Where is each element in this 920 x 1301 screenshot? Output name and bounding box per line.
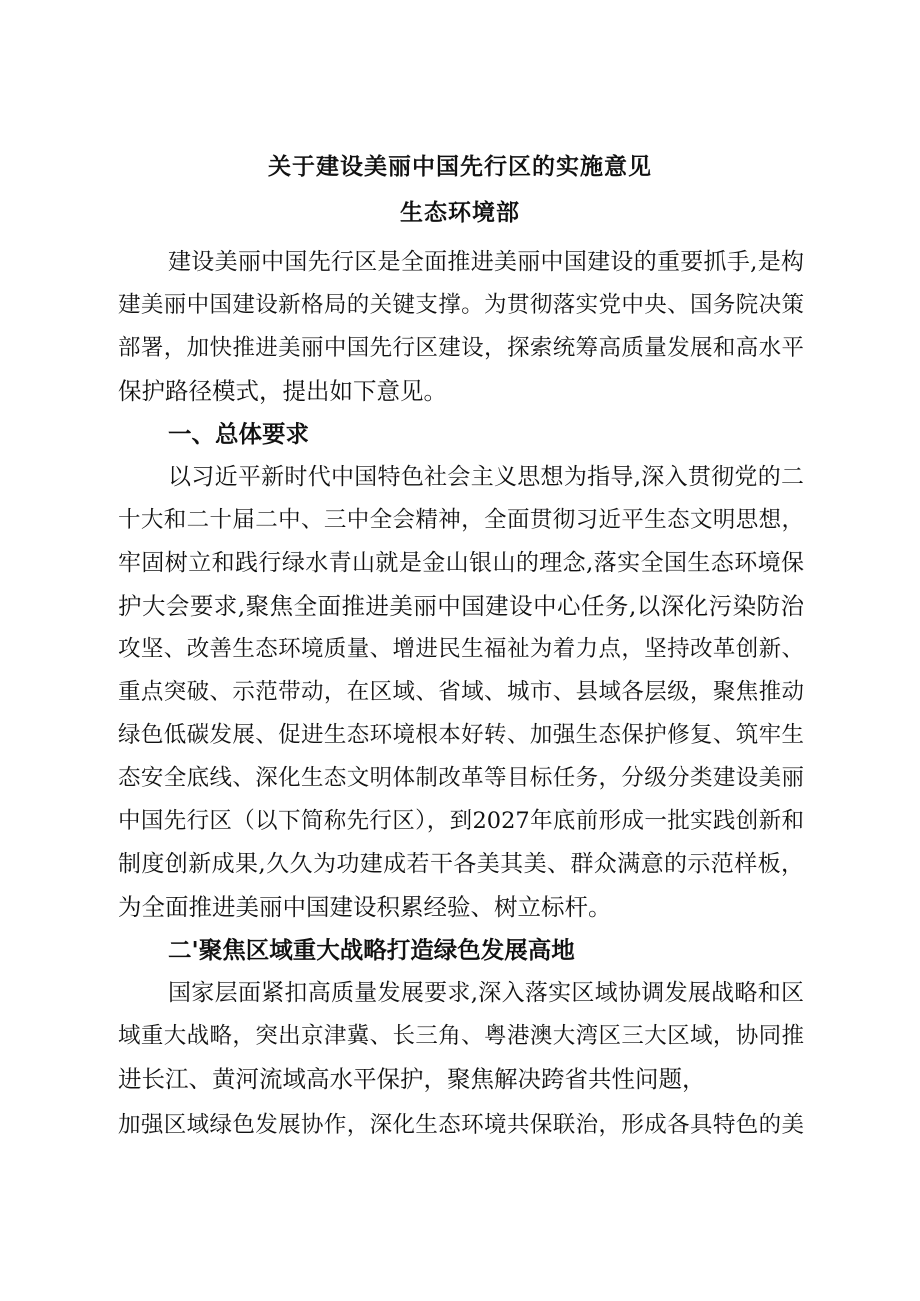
body-line: 建设美丽中国先行区是全面推进美丽中国建设的重要抓手,是构 xyxy=(168,249,804,275)
body-line: 进长江、黄河流域高水平保护，聚焦解决跨省共性问题， xyxy=(118,1065,706,1093)
body-line: 中国先行区（以下简称先行区），到2027年底前形成一批实践创新和 xyxy=(118,808,804,834)
body-line: 态安全底线、深化生态文明体制改革等目标任务，分级分类建设美丽 xyxy=(118,765,804,791)
body-line: 建美丽中国建设新格局的关键支撑。为贯彻落实党中央、国务院决策 xyxy=(118,292,804,318)
document-issuer: 生态环境部 xyxy=(400,199,520,226)
body-line: 国家层面紧扣高质量发展要求,深入落实区域协调发展战略和区 xyxy=(168,980,804,1006)
body-line: 域重大战略，突出京津冀、长三角、粤港澳大湾区三大区域，协同推 xyxy=(118,1023,804,1049)
body-line: 护大会要求,聚焦全面推进美丽中国建设中心任务,以深化污染防治 xyxy=(118,592,804,620)
section-heading: 二'聚焦区域重大战略打造绿色发展高地 xyxy=(168,936,575,964)
body-line: 重点突破、示范带动，在区域、省域、城市、县域各层级，聚焦推动 xyxy=(118,679,804,705)
body-line: 牢固树立和践行绿水青山就是金山银山的理念,落实全国生态环境保 xyxy=(118,550,804,576)
body-line: 攻坚、改善生态环境质量、增进民生福祉为着力点，坚持改革创新、 xyxy=(118,636,804,662)
section-heading: 一、总体要求 xyxy=(168,420,309,448)
body-line: 加强区域绿色发展协作，深化生态环境共保联治，形成各具特色的美 xyxy=(118,1112,804,1138)
document-title: 关于建设美丽中国先行区的实施意见 xyxy=(268,153,652,180)
body-line: 绿色低碳发展、促进生态环境根本好转、加强生态保护修复、筑牢生 xyxy=(118,722,804,748)
body-line: 部署，加快推进美丽中国先行区建设，探索统筹高质量发展和高水平 xyxy=(118,335,804,361)
body-line: 十大和二十届二中、三中全会精神，全面贯彻习近平生态文明思想， xyxy=(118,507,804,533)
body-line: 为全面推进美丽中国建设积累经验、树立标杆。 xyxy=(118,893,612,921)
body-line: 制度创新成果,久久为功建成若干各美其美、群众满意的示范样板， xyxy=(118,851,804,877)
body-line: 以习近平新时代中国特色社会主义思想为指导,深入贯彻党的二 xyxy=(168,464,804,490)
body-line: 保护路径模式，提出如下意见。 xyxy=(118,377,447,405)
